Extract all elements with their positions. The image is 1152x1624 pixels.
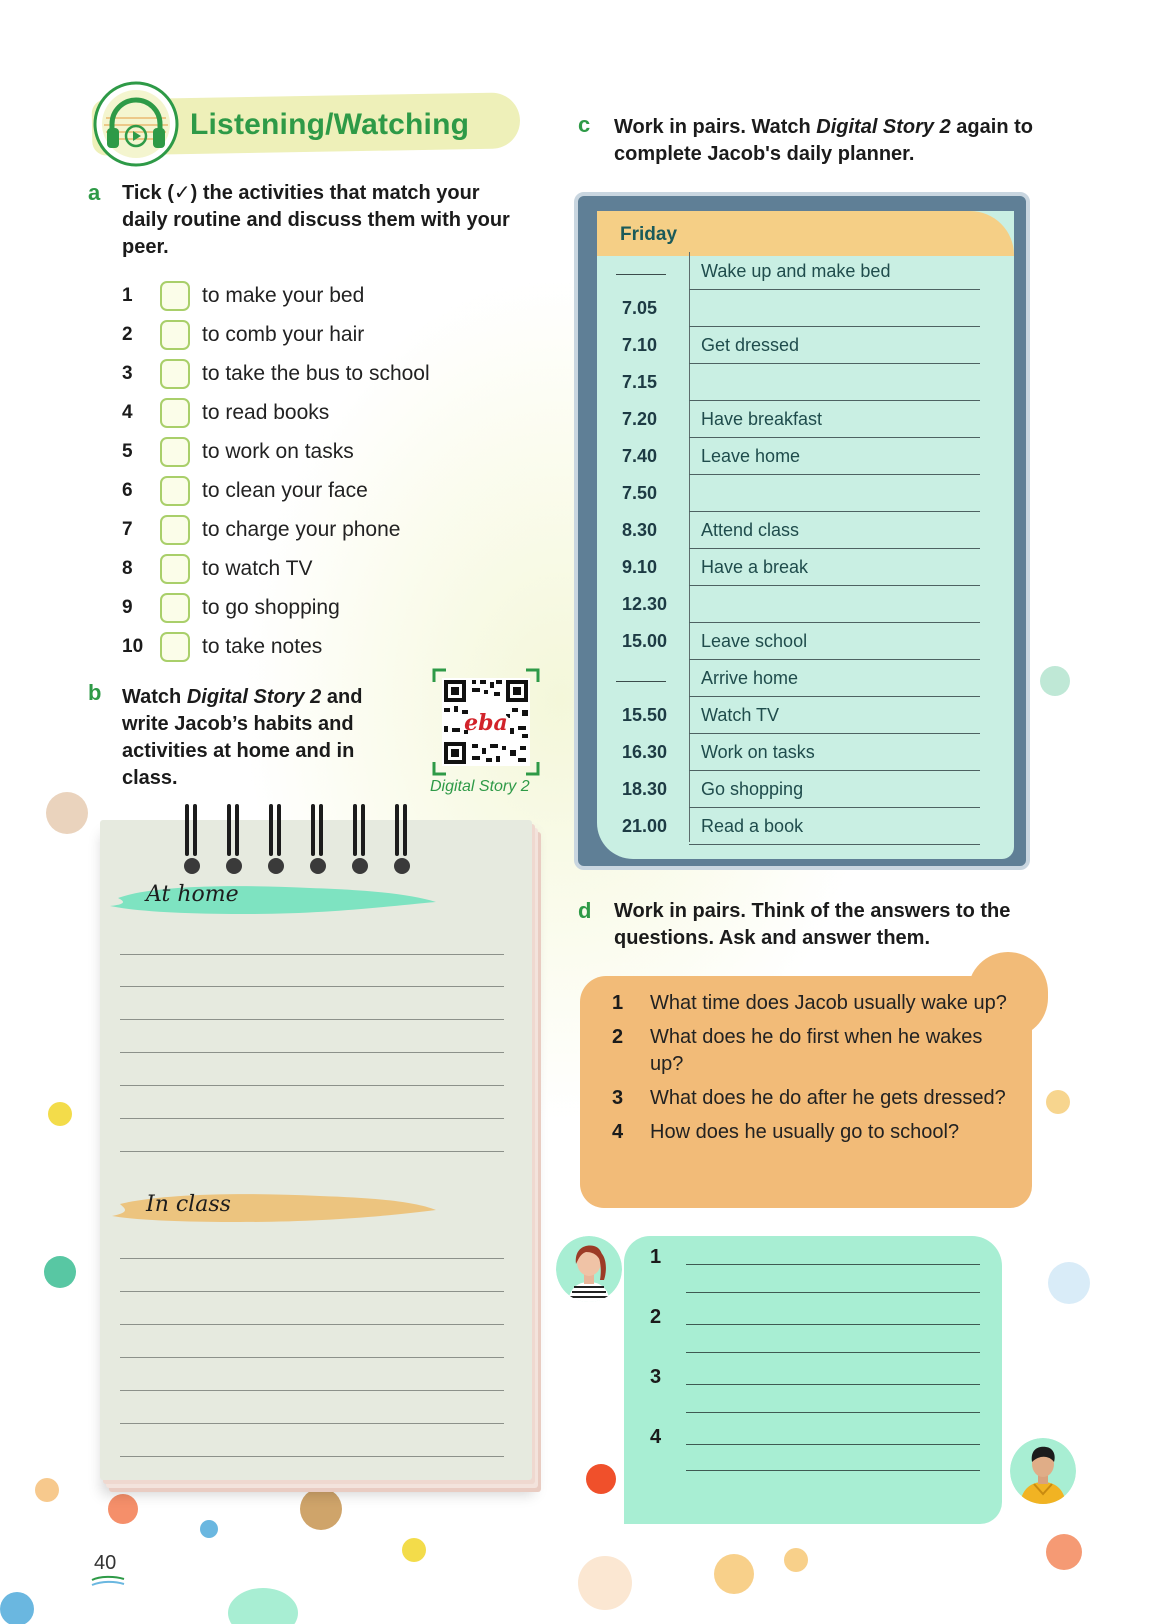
item-text: to work on tasks: [202, 439, 354, 463]
instruction-c: [614, 114, 1044, 168]
headphones-play-icon: [92, 78, 182, 168]
tick-checkbox[interactable]: [160, 398, 190, 428]
planner-row: [616, 364, 980, 401]
answer-line[interactable]: [686, 1292, 980, 1293]
decor-dot: [402, 1538, 426, 1562]
list-item: [612, 990, 1012, 1017]
planner-activity: Have a break: [701, 557, 809, 577]
instruction-text: Work in pairs. Watch: [614, 116, 817, 138]
qr-logo: eba: [464, 710, 508, 736]
list-item: [122, 354, 542, 393]
tick-checkbox[interactable]: [160, 632, 190, 662]
section-letter-a: a: [88, 180, 101, 205]
planner-row: [616, 327, 980, 364]
writing-line[interactable]: [120, 954, 504, 955]
activity-list: [122, 276, 542, 666]
item-text: to clean your face: [202, 478, 368, 502]
item-number: 8: [122, 557, 133, 579]
decor-dot: [300, 1488, 342, 1530]
spiral-ring: [266, 802, 284, 862]
question-number: 3: [612, 1087, 624, 1109]
decor-dot: [0, 1592, 34, 1624]
writing-line[interactable]: [120, 1258, 504, 1259]
notebook-heading-home: At home: [146, 882, 239, 907]
item-text: to take notes: [202, 634, 323, 658]
question-text: What does he do after he gets dressed?: [650, 1087, 1006, 1109]
instruction-text: and write Jacob’s habits and activities at home and in class.: [122, 686, 363, 789]
writing-line[interactable]: [120, 1357, 504, 1358]
planner-time: 12.30: [622, 594, 668, 614]
planner-rule: [689, 844, 980, 845]
story-title: Digital Story 2: [186, 686, 322, 708]
item-number: 1: [122, 284, 133, 306]
item-text: to go shopping: [202, 595, 340, 619]
planner-row: [616, 660, 980, 697]
planner-time: 15.00: [622, 631, 668, 651]
decor-dot: [586, 1464, 616, 1494]
answer-line[interactable]: [686, 1470, 980, 1471]
list-item: [612, 1024, 1012, 1078]
answer-box: [624, 1236, 1002, 1524]
decor-dot: [200, 1520, 218, 1538]
decor-dot: [44, 1256, 76, 1288]
writing-line[interactable]: [120, 1019, 504, 1020]
question-text: What time does Jacob usually wake up?: [650, 992, 1007, 1014]
answer-line[interactable]: [686, 1324, 980, 1325]
decor-dot: [1040, 666, 1070, 696]
planner-time: 7.20: [622, 409, 658, 429]
item-number: 9: [122, 596, 133, 618]
tick-checkbox[interactable]: [160, 515, 190, 545]
planner-time: 7.40: [622, 446, 658, 466]
answer-line[interactable]: [686, 1384, 980, 1385]
decor-dot: [108, 1494, 138, 1524]
list-item: [612, 1119, 1012, 1146]
planner-activity: Have breakfast: [701, 409, 823, 429]
question-list: [612, 990, 1012, 1153]
question-number: 2: [612, 1026, 624, 1048]
planner-row: [616, 734, 980, 771]
planner-time-blank[interactable]: [616, 681, 666, 682]
planner-row: [616, 808, 980, 845]
planner-time: 7.15: [622, 372, 658, 392]
planner-time: 18.30: [622, 779, 668, 799]
section-title: Listening/Watching: [190, 108, 470, 141]
planner-row: [616, 771, 980, 808]
instruction-d: Work in pairs. Think of the answers to the questions. Ask and answer them.: [614, 900, 1011, 949]
item-text: to make your bed: [202, 283, 365, 307]
tick-checkbox[interactable]: [160, 359, 190, 389]
instruction-a: Tick (✓) the activities that match your daily routine and discuss them with your peer.: [122, 182, 510, 258]
item-number: 10: [122, 635, 144, 657]
list-item: [122, 471, 542, 510]
planner-row: [616, 549, 980, 586]
question-number: 1: [612, 992, 624, 1014]
writing-line[interactable]: [120, 1118, 504, 1119]
answer-number: 1: [650, 1246, 662, 1268]
decor-dot: [578, 1556, 632, 1610]
tick-checkbox[interactable]: [160, 437, 190, 467]
planner-row: [616, 401, 980, 438]
answer-number: 2: [650, 1306, 662, 1328]
decor-dot: [35, 1478, 59, 1502]
writing-line[interactable]: [120, 1423, 504, 1424]
planner-time: 15.50: [622, 705, 668, 725]
item-text: to comb your hair: [202, 322, 365, 346]
planner-time: 8.30: [622, 520, 658, 540]
spiral-ring: [182, 802, 200, 862]
spiral-ring: [224, 802, 242, 862]
decor-dot: [48, 1102, 72, 1126]
item-text: to watch TV: [202, 556, 313, 580]
writing-line[interactable]: [120, 986, 504, 987]
planner-row: [616, 586, 980, 623]
planner-activity: Wake up and make bed: [701, 261, 891, 281]
list-item: [122, 315, 542, 354]
planner-row: [616, 438, 980, 475]
planner-activity: Arrive home: [701, 668, 799, 688]
planner-time-blank[interactable]: [616, 274, 666, 275]
planner-activity: Leave school: [701, 631, 808, 651]
list-item: [612, 1085, 1012, 1112]
item-text: to read books: [202, 400, 330, 424]
instruction-text: Watch: [122, 686, 187, 708]
answer-line[interactable]: [686, 1412, 980, 1413]
section-letter-d: d: [578, 898, 592, 923]
tick-checkbox[interactable]: [160, 320, 190, 350]
page-number: 40: [94, 1552, 117, 1574]
planner-time: 21.00: [622, 816, 668, 836]
planner-row: [616, 290, 980, 327]
planner-activity: Get dressed: [701, 335, 800, 355]
item-number: 6: [122, 479, 133, 501]
question-number: 4: [612, 1121, 624, 1143]
planner-time: 7.50: [622, 483, 658, 503]
tick-checkbox[interactable]: [160, 593, 190, 623]
planner-activity: Watch TV: [701, 705, 780, 725]
avatar-girl: [556, 1236, 622, 1302]
item-text: to charge your phone: [202, 517, 401, 541]
planner-activity: Read a book: [701, 816, 804, 836]
writing-line[interactable]: [120, 1085, 504, 1086]
decor-dot: [228, 1588, 298, 1624]
page-number-swoosh: [90, 1574, 126, 1588]
planner-row: [616, 697, 980, 734]
list-item: [122, 588, 542, 627]
section-letter-b: b: [88, 680, 102, 705]
qr-caption: Digital Story 2: [430, 778, 530, 795]
list-item: [122, 432, 542, 471]
list-item: [122, 627, 542, 666]
tick-checkbox[interactable]: [160, 281, 190, 311]
writing-line[interactable]: [120, 1291, 504, 1292]
list-item: [122, 549, 542, 588]
answer-line[interactable]: [686, 1264, 980, 1265]
item-number: 3: [122, 362, 133, 384]
planner-row: [616, 623, 980, 660]
avatar-boy: [1010, 1438, 1076, 1504]
tick-checkbox[interactable]: [160, 476, 190, 506]
item-number: 4: [122, 401, 133, 423]
planner-row: [616, 475, 980, 512]
planner-row: [616, 253, 980, 290]
tick-checkbox[interactable]: [160, 554, 190, 584]
answer-line[interactable]: [686, 1444, 980, 1445]
item-number: 2: [122, 323, 133, 345]
spiral-ring: [308, 802, 326, 862]
decor-dot: [1046, 1534, 1082, 1570]
qr-code-icon[interactable]: [432, 668, 540, 776]
decor-dot: [714, 1554, 754, 1594]
answer-line[interactable]: [686, 1352, 980, 1353]
decor-dot: [1048, 1262, 1090, 1304]
planner-activity: Leave home: [701, 446, 801, 466]
planner-time: 7.05: [622, 298, 658, 318]
story-title: Digital Story 2: [816, 116, 951, 138]
instruction-b: [122, 684, 398, 792]
planner-time: 9.10: [622, 557, 658, 577]
decor-dot: [1046, 1090, 1070, 1114]
writing-line[interactable]: [120, 1151, 504, 1152]
item-number: 7: [122, 518, 133, 540]
instruction-text: again to complete Jacob's daily planner.: [614, 116, 1033, 165]
item-number: 5: [122, 440, 133, 462]
planner-day: Friday: [620, 224, 678, 245]
planner-time: 16.30: [622, 742, 668, 762]
planner-row: [616, 512, 980, 549]
writing-line[interactable]: [120, 1324, 504, 1325]
writing-line[interactable]: [120, 1052, 504, 1053]
answer-number: 3: [650, 1366, 662, 1388]
decor-dot: [46, 792, 88, 834]
list-item: [122, 276, 542, 315]
answer-box-tail: [624, 1450, 668, 1522]
notebook-heading-class: In class: [146, 1192, 231, 1217]
spiral-ring: [350, 802, 368, 862]
spiral-ring: [392, 802, 410, 862]
item-text: to take the bus to school: [202, 361, 430, 385]
list-item: [122, 510, 542, 549]
question-text: How does he usually go to school?: [650, 1121, 960, 1143]
writing-line[interactable]: [120, 1456, 504, 1457]
section-letter-c: c: [578, 112, 591, 137]
list-item: [122, 393, 542, 432]
planner-activity: Attend class: [701, 520, 800, 540]
planner-activity: Work on tasks: [701, 742, 815, 762]
answer-number: 4: [650, 1426, 662, 1448]
question-text: What does he do first when he wakes up?: [650, 1026, 983, 1075]
decor-dot: [784, 1548, 808, 1572]
planner-time: 7.10: [622, 335, 658, 355]
planner-activity: Go shopping: [701, 779, 804, 799]
writing-line[interactable]: [120, 1390, 504, 1391]
